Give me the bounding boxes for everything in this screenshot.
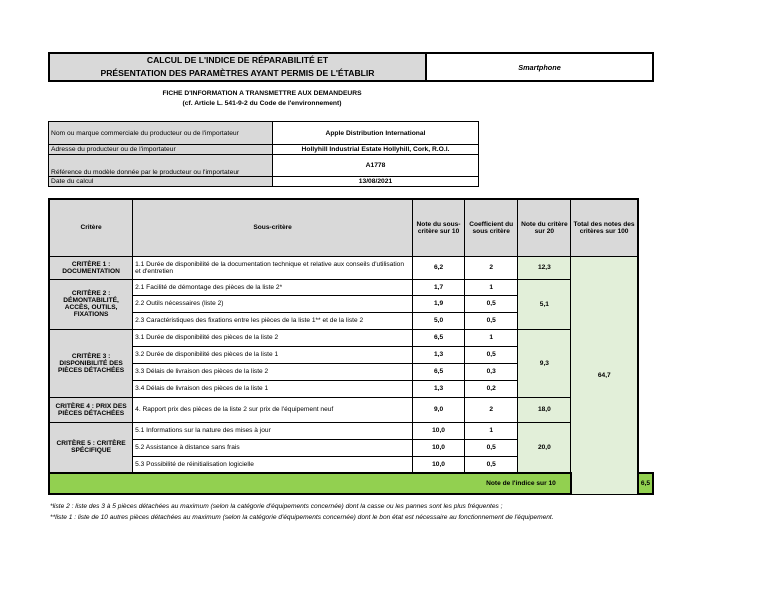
col-header-critere: Critère (49, 199, 133, 256)
col-header-sous-critere: Sous-critère (133, 199, 413, 256)
sub-criterion-note: 1,3 (413, 380, 465, 397)
sub-criterion-label: 2.3 Caractéristiques des fixations entre les pièces de la liste 1** et de la liste 2 (133, 312, 413, 329)
sub-criterion-label: 2.2 Outils nécessaires (liste 2) (133, 295, 413, 312)
sub-criterion-coef: 1 (465, 329, 518, 346)
sub-criterion-note: 6,5 (413, 329, 465, 346)
criterion-2-score: 5,1 (518, 279, 571, 329)
criterion-1-score: 12,3 (518, 256, 571, 279)
final-score-label: Note de l'indice sur 10 (49, 473, 571, 494)
sub-criterion-note: 6,5 (413, 363, 465, 380)
sub-criterion-label: 5.1 Informations sur la nature des mises à jour (133, 422, 413, 439)
sub-criterion-note: 1,3 (413, 346, 465, 363)
sub-criterion-note: 10,0 (413, 456, 465, 473)
sub-criterion-note: 1,7 (413, 279, 465, 295)
title-table (48, 52, 654, 82)
final-score-value: 6,5 (638, 473, 653, 494)
col-header-coefficient: Coefficient du sous critère (465, 199, 518, 256)
sub-criterion-coef: 1 (465, 279, 518, 295)
subtitle-line-2: (cf. Article L. 541-9-2 du Code de l'environnement) (182, 100, 342, 107)
criterion-3-name: CRITÈRE 3 : DISPONIBILITÉ DES PIÈCES DÉTACHÉES (49, 329, 133, 397)
sub-criterion-note: 5,0 (413, 312, 465, 329)
calculation-date-label: Date du calcul (49, 177, 273, 187)
footnote-liste-2: *liste 2 : liste des 3 à 5 pièces détachées au maximum (selon la catégorie d'équipements concernée) dont la casse ou les pannes sont les plus fréquentes ; (50, 503, 503, 510)
sub-criterion-note: 9,0 (413, 397, 465, 422)
model-reference-value: A1778 (273, 155, 479, 177)
criterion-5-score: 20,0 (518, 422, 571, 473)
criterion-4-name: CRITÈRE 4 : PRIX DES PIÈCES DÉTACHÉES (49, 397, 133, 422)
sub-criterion-coef: 2 (465, 256, 518, 279)
col-header-total: Total des notes des critères sur 100 (571, 199, 638, 256)
sub-criterion-coef: 0,5 (465, 312, 518, 329)
repairability-table (48, 198, 654, 495)
sub-criterion-coef: 0,3 (465, 363, 518, 380)
sub-criterion-note: 6,2 (413, 256, 465, 279)
calculation-date-value: 13/08/2021 (273, 177, 479, 187)
subtitle-line-1: FICHE D'INFORMATION A TRANSMETTRE AUX DEMANDEURS (162, 90, 362, 97)
producer-info-table (48, 121, 479, 187)
criterion-2-name: CRITÈRE 2 : DÉMONTABILITÉ, ACCÈS, OUTILS, FIXATIONS (49, 279, 133, 329)
title-line-2: PRÉSENTATION DES PARAMÈTRES AYANT PERMIS DE L'ÉTABLIR (100, 68, 375, 78)
sub-criterion-coef: 0,5 (465, 439, 518, 456)
sub-criterion-coef: 0,5 (465, 295, 518, 312)
criterion-4-score: 18,0 (518, 397, 571, 422)
sub-criterion-label: 3.1 Durée de disponibilité des pièces de la liste 2 (133, 329, 413, 346)
title-line-1: CALCUL DE L'INDICE DE RÉPARABILITÉ ET (146, 55, 329, 65)
producer-address-label: Adresse du producteur ou de l'importateur (49, 145, 273, 155)
producer-name-label: Nom ou marque commerciale du producteur ou de l'importateur (49, 122, 273, 145)
sub-criterion-label: 3.2 Durée de disponibilité des pièces de la liste 1 (133, 346, 413, 363)
sub-criterion-label: 5.3 Possibilité de réinitialisation logicielle (133, 456, 413, 473)
criterion-5-name: CRITÈRE 5 : CRITÈRE SPÉCIFIQUE (49, 422, 133, 473)
table-row (49, 329, 653, 346)
sub-criterion-coef: 0,2 (465, 380, 518, 397)
sub-criterion-label: 5.2 Assistance à distance sans frais (133, 439, 413, 456)
criterion-3-score: 9,3 (518, 329, 571, 397)
table-row (49, 397, 653, 422)
page-title (49, 53, 426, 81)
sub-criterion-label: 3.3 Délais de livraison des pièces de la liste 2 (133, 363, 413, 380)
subtitle (48, 89, 476, 109)
sub-criterion-note: 10,0 (413, 422, 465, 439)
table-row (49, 256, 653, 279)
sub-criterion-coef: 2 (465, 397, 518, 422)
col-header-note-critere: Note du critère sur 20 (518, 199, 571, 256)
table-row (49, 279, 653, 295)
sub-criterion-label: 3.4 Délais de livraison des pièces de la liste 1 (133, 380, 413, 397)
sub-criterion-note: 10,0 (413, 439, 465, 456)
sub-criterion-coef: 1 (465, 422, 518, 439)
model-reference-label: Référence du modèle donnée par le producteur ou l'importateur (49, 155, 273, 177)
header-row (49, 199, 653, 256)
total-score: 64,7 (571, 256, 638, 494)
sub-criterion-coef: 0,5 (465, 346, 518, 363)
sub-criterion-label: 2.1 Facilité de démontage des pièces de la liste 2* (133, 279, 413, 295)
sub-criterion-coef: 0,5 (465, 456, 518, 473)
criterion-1-name: CRITÈRE 1 : DOCUMENTATION (49, 256, 133, 279)
table-row (49, 422, 653, 439)
footnote-liste-1: **liste 1 : liste de 10 autres pièces détachées au maximum (selon la catégorie d'équipements concernée) dont le bon état est nécessaire au fonctionnement de l'équipement. (50, 514, 554, 521)
col-header-note-sous-critere: Note du sous-critère sur 10 (413, 199, 465, 256)
final-score-row (49, 473, 653, 494)
sub-criterion-label: 4. Rapport prix des pièces de la liste 2 sur prix de l'équipement neuf (133, 397, 413, 422)
producer-name-value: Apple Distribution International (273, 122, 479, 145)
producer-address-value: Hollyhill Industrial Estate Hollyhill, Cork, R.O.I. (273, 145, 479, 155)
product-type: Smartphone (426, 53, 653, 81)
sub-criterion-label: 1.1 Durée de disponibilité de la documentation technique et relative aux conseils d'utilisation et d'entretien (133, 256, 413, 279)
sub-criterion-note: 1,9 (413, 295, 465, 312)
